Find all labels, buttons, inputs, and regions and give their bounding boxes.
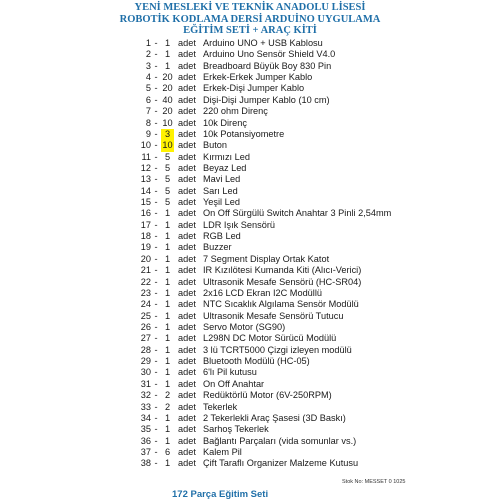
item-name: NTC Sıcaklık Algılama Sensör Modülü [203,299,359,310]
item-name: On Off Sürgülü Switch Anahtar 3 Pinli 2,54mm [203,208,392,219]
list-item [137,413,391,424]
item-unit: adet [178,412,196,423]
list-item [137,72,391,83]
item-number: 10 [140,140,151,151]
list-item [137,288,391,299]
item-unit: adet [178,242,196,253]
item-unit: adet [178,367,196,378]
list-item [137,458,391,469]
item-number: 24 [140,299,151,310]
list-item [137,277,391,288]
item-quantity: 1 [164,253,171,264]
item-unit: adet [178,333,196,344]
item-separator: - [154,424,158,435]
item-name: Buton [203,140,228,151]
item-separator: - [154,367,158,378]
item-number: 13 [140,174,151,185]
item-unit: adet [178,162,196,173]
item-name: Redüktörlü Motor (6V-250RPM) [203,390,332,401]
item-number: 5 [145,83,151,94]
item-unit: adet [178,321,196,332]
item-quantity: 20 [162,106,173,117]
item-separator: - [154,378,158,389]
item-unit: adet [178,94,196,105]
item-name: Bluetooth Modülü (HC-05) [203,356,310,367]
list-item [137,163,391,174]
item-separator: - [154,185,158,196]
item-separator: - [154,38,158,48]
list-item [137,61,391,72]
item-name: Dişi-Dişi Jumper Kablo (10 cm) [203,94,330,105]
item-name: Kırmızı Led [203,151,250,162]
item-name: Buzzer [203,242,232,253]
item-separator: - [154,356,158,367]
item-separator: - [154,344,158,355]
footer-total: 172 Parça Eğitim Seti [172,489,269,500]
item-quantity: 10 [162,140,173,151]
item-unit: adet [178,140,196,151]
header-line-3: EĞİTİM SETİ + ARAÇ KİTİ [183,25,317,36]
item-separator: - [154,435,158,446]
item-quantity: 1 [164,356,171,367]
list-item [137,140,391,151]
item-quantity: 1 [164,378,171,389]
item-separator: - [154,128,158,139]
item-name: Beyaz Led [203,162,247,173]
item-quantity: 1 [164,299,171,310]
item-separator: - [154,242,158,253]
item-unit: adet [178,60,196,71]
item-unit: adet [178,106,196,117]
item-separator: - [154,401,158,412]
list-item [137,83,391,94]
item-separator: - [154,197,158,208]
item-unit: adet [178,401,196,412]
item-unit: adet [178,174,196,185]
item-name: Kalem Pil [203,446,242,457]
item-quantity: 1 [164,367,171,378]
item-quantity: 1 [164,344,171,355]
item-quantity: 1 [164,231,171,242]
item-unit: adet [178,424,196,435]
list-item [137,118,391,129]
item-name: Sarı Led [203,185,238,196]
item-name: Erkek-Dişi Jumper Kablo [203,83,305,94]
parts-list [137,38,391,470]
item-number: 18 [140,231,151,242]
item-number: 12 [140,162,151,173]
item-number: 37 [140,446,151,457]
item-quantity: 5 [164,174,171,185]
item-separator: - [154,174,158,185]
item-number: 3 [145,60,151,71]
item-quantity: 1 [164,310,171,321]
item-separator: - [154,94,158,105]
item-number: 25 [140,310,151,321]
item-unit: adet [178,208,196,219]
item-number: 14 [140,185,151,196]
item-separator: - [154,276,158,287]
item-name: 10k Direnç [203,117,247,128]
list-item [137,345,391,356]
list-item [137,106,391,117]
item-quantity: 5 [164,151,171,162]
item-number: 35 [140,424,151,435]
list-item [137,174,391,185]
item-unit: adet [178,72,196,83]
item-separator: - [154,446,158,457]
item-unit: adet [178,38,196,48]
item-quantity: 5 [164,197,171,208]
item-number: 1 [145,38,151,48]
item-name: 10k Potansiyometre [203,128,285,139]
item-unit: adet [178,219,196,230]
item-quantity: 20 [162,83,173,94]
item-unit: adet [178,185,196,196]
item-separator: - [154,72,158,83]
item-number: 38 [140,458,151,469]
list-item [137,390,391,401]
item-quantity: 3 [161,129,174,140]
item-separator: - [154,265,158,276]
list-item [137,208,391,219]
item-quantity: 6 [164,446,171,457]
list-item [137,220,391,231]
item-unit: adet [178,128,196,139]
list-item [137,38,391,49]
item-quantity: 1 [164,219,171,230]
item-unit: adet [178,356,196,367]
header-line-2: ROBOTİK KODLAMA DERSİ ARDUİNO UYGULAMA [119,13,381,25]
item-name: Yeşil Led [203,197,240,208]
list-item [137,49,391,60]
item-name: 7 Segment Display Ortak Katot [203,253,330,264]
item-number: 19 [140,242,151,253]
item-name: Breadboard Büyük Boy 830 Pin [203,60,332,71]
item-unit: adet [178,231,196,242]
item-quantity: 1 [164,60,171,71]
item-number: 7 [145,106,151,117]
item-name: 2x16 LCD Ekran I2C Modüllü [203,287,322,298]
item-name: Arduino UNO + USB Kablosu [203,38,323,48]
item-name: RGB Led [203,231,241,242]
item-name: 2 Tekerlekli Araç Şasesi (3D Baskı) [203,412,346,423]
item-unit: adet [178,253,196,264]
item-quantity: 1 [164,49,171,60]
item-unit: adet [178,287,196,298]
item-number: 28 [140,344,151,355]
item-quantity: 5 [164,185,171,196]
item-name: Mavi Led [203,174,241,185]
item-number: 36 [140,435,151,446]
item-quantity: 1 [164,321,171,332]
item-unit: adet [178,378,196,389]
item-number: 30 [140,367,151,378]
item-number: 34 [140,412,151,423]
item-number: 4 [145,72,151,83]
item-unit: adet [178,49,196,60]
list-item [137,299,391,310]
item-quantity: 5 [164,162,171,173]
list-item [137,242,391,253]
item-name: Sarhoş Tekerlek [203,424,269,435]
item-name: Servo Motor (SG90) [203,321,286,332]
list-item [137,197,391,208]
item-quantity: 1 [164,208,171,219]
item-separator: - [154,83,158,94]
item-separator: - [154,162,158,173]
item-name: Erkek-Erkek Jumper Kablo [203,72,313,83]
item-separator: - [154,321,158,332]
item-separator: - [154,287,158,298]
item-quantity: 1 [164,287,171,298]
item-number: 23 [140,287,151,298]
item-number: 2 [145,49,151,60]
item-name: 6'lı Pil kutusu [203,367,257,378]
list-item [137,356,391,367]
item-name: Arduino Uno Sensör Shield V4.0 [203,49,336,60]
item-separator: - [154,253,158,264]
item-number: 8 [145,117,151,128]
item-separator: - [154,458,158,469]
item-separator: - [154,412,158,423]
item-quantity: 1 [164,435,171,446]
item-unit: adet [178,117,196,128]
list-item [137,447,391,458]
item-unit: adet [178,390,196,401]
item-name: LDR Işık Sensörü [203,219,275,230]
list-item [137,186,391,197]
list-item [137,311,391,322]
item-number: 29 [140,356,151,367]
item-separator: - [154,117,158,128]
item-number: 16 [140,208,151,219]
item-separator: - [154,140,158,151]
item-number: 15 [140,197,151,208]
item-name: L298N DC Motor Sürücü Modülü [203,333,337,344]
item-separator: - [154,49,158,60]
item-quantity: 1 [164,38,171,48]
item-separator: - [154,219,158,230]
header-line-1: YENİ MESLEKİ VE TEKNİK ANADOLU LİSESİ [134,2,366,13]
stock-number: Stok No: MESSET 0 1025 [342,479,406,485]
item-name: 220 ohm Direnç [203,106,268,117]
item-number: 22 [140,276,151,287]
item-quantity: 2 [164,390,171,401]
item-name: IR Kızılötesi Kumanda Kiti (Alıcı-Verici) [203,265,362,276]
item-unit: adet [178,435,196,446]
item-separator: - [154,106,158,117]
item-unit: adet [178,446,196,457]
item-unit: adet [178,458,196,469]
item-separator: - [154,208,158,219]
item-separator: - [154,390,158,401]
list-item [137,322,391,333]
item-number: 33 [140,401,151,412]
item-quantity: 2 [164,401,171,412]
list-item [137,95,391,106]
item-quantity: 1 [164,265,171,276]
item-separator: - [154,231,158,242]
item-name: Ultrasonik Mesafe Sensörü Tutucu [203,310,344,321]
item-quantity: 1 [164,412,171,423]
item-name: Ultrasonik Mesafe Sensörü (HC-SR04) [203,276,362,287]
item-unit: adet [178,276,196,287]
item-number: 31 [140,378,151,389]
item-number: 9 [145,128,151,139]
item-unit: adet [178,151,196,162]
item-quantity: 1 [164,333,171,344]
list-item [137,152,391,163]
item-quantity: 1 [164,242,171,253]
item-separator: - [154,333,158,344]
item-quantity: 40 [162,94,173,105]
item-separator: - [154,151,158,162]
item-name: Bağlantı Parçaları (vida somunlar vs.) [203,435,357,446]
item-unit: adet [178,83,196,94]
item-unit: adet [178,265,196,276]
list-item [137,367,391,378]
item-name: On Off Anahtar [203,378,265,389]
item-number: 21 [140,265,151,276]
item-number: 11 [141,151,151,162]
item-number: 17 [140,219,151,230]
item-number: 32 [140,390,151,401]
item-unit: adet [178,197,196,208]
list-item [137,254,391,265]
list-item [137,436,391,447]
item-name: Çift Taraflı Organizer Malzeme Kutusu [203,458,359,469]
item-name: Tekerlek [203,401,238,412]
item-separator: - [154,299,158,310]
item-quantity: 1 [164,424,171,435]
list-item [137,379,391,390]
item-unit: adet [178,299,196,310]
item-quantity: 1 [164,276,171,287]
item-separator: - [154,60,158,71]
item-unit: adet [178,310,196,321]
list-item [137,333,391,344]
item-quantity: 10 [162,117,173,128]
document-header [0,2,500,37]
item-unit: adet [178,344,196,355]
list-item [137,265,391,276]
list-item [137,231,391,242]
item-quantity: 20 [162,72,173,83]
item-separator: - [154,310,158,321]
list-item [137,402,391,413]
item-name: 3 lü TCRT5000 Çizgi izleyen modülü [203,344,352,355]
list-item [137,424,391,435]
item-number: 6 [145,94,151,105]
item-number: 20 [140,253,151,264]
item-quantity: 1 [164,458,171,469]
list-item [137,129,391,140]
item-number: 27 [140,333,151,344]
item-number: 26 [140,321,151,332]
